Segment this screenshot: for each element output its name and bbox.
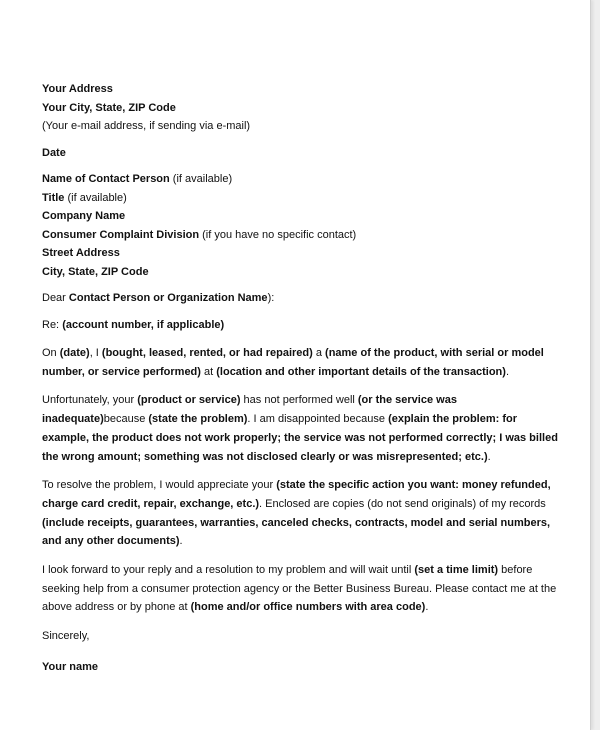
sender-block: [42, 80, 562, 136]
recipient-company: Company Name: [42, 210, 126, 222]
p2-bold-1: (product or service): [137, 394, 241, 407]
recipient-title: [42, 189, 562, 208]
closing: Sincerely,: [42, 630, 90, 643]
p1-text-3: a: [312, 347, 326, 359]
p1-text-5: .: [505, 365, 509, 378]
p2-text-2: has not performed well: [240, 394, 358, 407]
recipient-division-note: (if you have no specific contact): [199, 228, 357, 241]
p1-text-1: On: [42, 347, 60, 359]
p2-text-1: Unfortunately, your: [42, 394, 138, 407]
recipient-title-note: (if available): [64, 191, 127, 204]
recipient-contact-note: (if available): [169, 173, 233, 185]
p4-text-3: .: [425, 601, 429, 614]
p2-bold-2: (or the service was inadequate): [42, 394, 457, 426]
p3-text-2: . Enclosed are copies (: [259, 497, 371, 510]
paragraph-transaction: [42, 344, 562, 381]
p3-bold-1: (state the specific action you want: money refunded, charge card credit, repair, exchange, etc.): [42, 479, 551, 510]
letter-body: [42, 80, 562, 676]
p1-text-2: , I: [89, 347, 102, 359]
recipient-contact: [42, 170, 562, 189]
signature-name: Your name: [42, 660, 99, 673]
salutation-suffix: ):: [267, 292, 275, 304]
salutation-prefix: Dear: [42, 292, 69, 304]
re-line: [42, 316, 562, 335]
paragraph-problem: [42, 391, 562, 466]
recipient-block: [42, 170, 562, 281]
paragraph-resolution: [42, 476, 562, 551]
p2-bold-4: (explain the problem: for example, the product does not work properly; the service was not performed correctly; I was billed the wrong amount; something was not disclosed clearly or was misrepresented; etc.): [42, 413, 558, 463]
p1-bold-1: (date): [59, 347, 90, 359]
p1-bold-2: (bought, leased, rented, or had repaired): [101, 347, 313, 359]
recipient-street: Street Address: [42, 247, 120, 259]
p2-text-5: .: [487, 450, 491, 463]
sender-address: Your Address: [42, 83, 113, 95]
salutation-name: Contact Person or Organization Name: [68, 292, 268, 304]
paragraph-follow-up: [42, 561, 562, 617]
p1-bold-4: (location and other important details of the transaction): [216, 365, 506, 378]
p1-text-4: at: [200, 365, 217, 378]
p3-text-4: ) of my records: [472, 497, 546, 510]
recipient-city-state-zip: City, State, ZIP Code: [42, 265, 149, 278]
p1-bold-3: (name of the product, with serial or model number, or service performed): [42, 347, 544, 378]
re-prefix: Re:: [42, 318, 63, 331]
sender-email-note: (Your e-mail address, if sending via e-mail): [42, 120, 251, 132]
p4-bold-1: (set a time limit): [414, 564, 499, 577]
recipient-division-label: Consumer Complaint Division: [42, 228, 200, 241]
p3-text-1: To resolve the problem, I would appreciate your: [42, 479, 277, 492]
recipient-title-label: Title: [42, 191, 65, 204]
p2-text-4: . I am disappointed because: [247, 413, 389, 426]
p4-text-1: I look forward to your reply and a resolution to my problem and will wait until: [42, 564, 415, 577]
p3-text-3: do not send originals: [370, 497, 473, 510]
sender-city-state-zip: Your City, State, ZIP Code: [42, 101, 176, 114]
p3-bold-2: (include receipts, guarantees, warranties, canceled checks, contracts, model and serial numbers, and any other documents): [42, 516, 551, 548]
re-value: (account number, if applicable): [62, 318, 225, 331]
recipient-contact-label: Name of Contact Person: [42, 173, 170, 185]
p4-bold-2: (home and/or office numbers with area code): [190, 601, 426, 614]
salutation: [42, 289, 562, 308]
p2-text-3: because: [103, 413, 149, 426]
recipient-division: [42, 226, 562, 245]
p4-text-2: before seeking help from a consumer protection agency or the Better Business Bureau. Please contact me at the above address or by phone at: [42, 564, 557, 614]
p3-text-5: .: [179, 535, 183, 548]
p2-bold-3: (state the problem): [148, 413, 248, 426]
letter-date: Date: [42, 146, 66, 159]
